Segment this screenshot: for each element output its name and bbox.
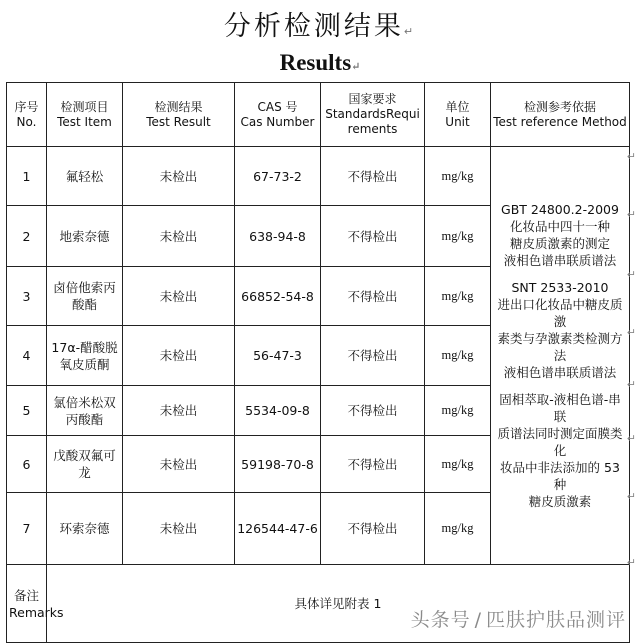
- row-unit: mg/kg: [425, 147, 491, 206]
- ref-line: 素类与孕激素类检测方法: [497, 331, 623, 363]
- row-test-item: 氟轻松: [47, 147, 123, 206]
- ref-line: 质谱法同时测定面膜类化: [497, 426, 623, 458]
- row-unit: mg/kg: [425, 326, 491, 386]
- row-unit: mg/kg: [425, 493, 491, 565]
- header-cas-number: CAS 号 Cas Number: [235, 83, 321, 147]
- watermark-name: 匹肤护肤品测评: [485, 609, 626, 631]
- row-no: 4: [7, 326, 47, 386]
- ref-line: SNT 2533-2010: [511, 280, 609, 295]
- row-test-item: 戊酸双氟可龙: [47, 436, 123, 493]
- row-cas-number: 59198-70-8: [235, 436, 321, 493]
- row-no: 1: [7, 147, 47, 206]
- row-test-item: 环索奈德: [47, 493, 123, 565]
- row-unit: mg/kg: [425, 206, 491, 267]
- header-standards-requirements: 国家要求 StandardsRequirements: [321, 83, 425, 147]
- ref-line: 进出口化妆品中糖皮质激: [497, 297, 623, 329]
- watermark-source: 头条号: [410, 609, 471, 631]
- header-no: 序号 No.: [7, 83, 47, 147]
- reference-method-cell: [491, 147, 630, 565]
- results-table: [6, 82, 630, 643]
- paragraph-mark: ↵: [626, 432, 636, 445]
- row-requirement: 不得检出: [321, 147, 425, 206]
- header-test-result: 检测结果 Test Result: [123, 83, 235, 147]
- row-cas-number: 66852-54-8: [235, 267, 321, 326]
- row-requirement: 不得检出: [321, 386, 425, 436]
- row-unit: mg/kg: [425, 267, 491, 326]
- ref-line: 妆品中非法添加的 53 种: [500, 460, 620, 492]
- row-unit: mg/kg: [425, 436, 491, 493]
- header-test-item: 检测项目 Test Item: [47, 83, 123, 147]
- header-row: [7, 83, 630, 147]
- row-unit: mg/kg: [425, 386, 491, 436]
- row-test-result: 未检出: [123, 386, 235, 436]
- row-no: 7: [7, 493, 47, 565]
- row-cas-number: 67-73-2: [235, 147, 321, 206]
- ref-line: 固相萃取-液相色谱-串联: [499, 392, 621, 424]
- row-no: 6: [7, 436, 47, 493]
- row-test-item: 地索奈德: [47, 206, 123, 267]
- row-cas-number: 638-94-8: [235, 206, 321, 267]
- header-unit: 单位 Unit: [425, 83, 491, 147]
- row-requirement: 不得检出: [321, 436, 425, 493]
- paragraph-mark: ↵: [626, 268, 636, 281]
- row-test-item: 氯倍米松双丙酸酯: [47, 386, 123, 436]
- page-title-en: Results↵: [279, 50, 361, 75]
- ref-line: 化妆品中四十一种: [509, 219, 610, 234]
- ref-line: 糖皮质激素的测定: [509, 236, 610, 251]
- row-no: 2: [7, 206, 47, 267]
- watermark-separator: /: [474, 609, 482, 631]
- ref-line: GBT 24800.2-2009: [501, 202, 619, 217]
- ref-line: 液相色谱串联质谱法: [503, 253, 617, 268]
- row-no: 5: [7, 386, 47, 436]
- row-requirement: 不得检出: [321, 326, 425, 386]
- row-no: 3: [7, 267, 47, 326]
- row-test-result: 未检出: [123, 267, 235, 326]
- row-test-item: 卤倍他索丙酸酯: [47, 267, 123, 326]
- row-test-item: 17α-醋酸脱氧皮质酮: [47, 326, 123, 386]
- paragraph-mark: ↵: [626, 490, 636, 503]
- row-cas-number: 56-47-3: [235, 326, 321, 386]
- row-test-result: 未检出: [123, 147, 235, 206]
- row-requirement: 不得检出: [321, 206, 425, 267]
- remarks-label: 备注 Remarks: [7, 565, 47, 643]
- paragraph-mark: ↵: [626, 326, 636, 339]
- ref-line: 液相色谱串联质谱法: [503, 365, 617, 380]
- row-test-result: 未检出: [123, 206, 235, 267]
- paragraph-mark: ↵: [626, 378, 636, 391]
- paragraph-mark: ↵: [626, 208, 636, 221]
- row-test-result: 未检出: [123, 493, 235, 565]
- row-test-result: 未检出: [123, 326, 235, 386]
- row-requirement: 不得检出: [321, 267, 425, 326]
- row-cas-number: 126544-47-6: [235, 493, 321, 565]
- row-test-result: 未检出: [123, 436, 235, 493]
- row-cas-number: 5534-09-8: [235, 386, 321, 436]
- table-row: [7, 147, 630, 206]
- header-reference-method: 检测参考依据 Test reference Method: [491, 83, 630, 147]
- paragraph-mark: ↵: [626, 150, 636, 163]
- paragraph-mark: ↵: [626, 556, 636, 569]
- ref-line: 糖皮质激素: [528, 494, 592, 509]
- remarks-text: 具体详见附表 1: [47, 565, 630, 643]
- row-requirement: 不得检出: [321, 493, 425, 565]
- watermark: [411, 605, 626, 632]
- page-title-cn: 分析检测结果↵: [223, 11, 417, 42]
